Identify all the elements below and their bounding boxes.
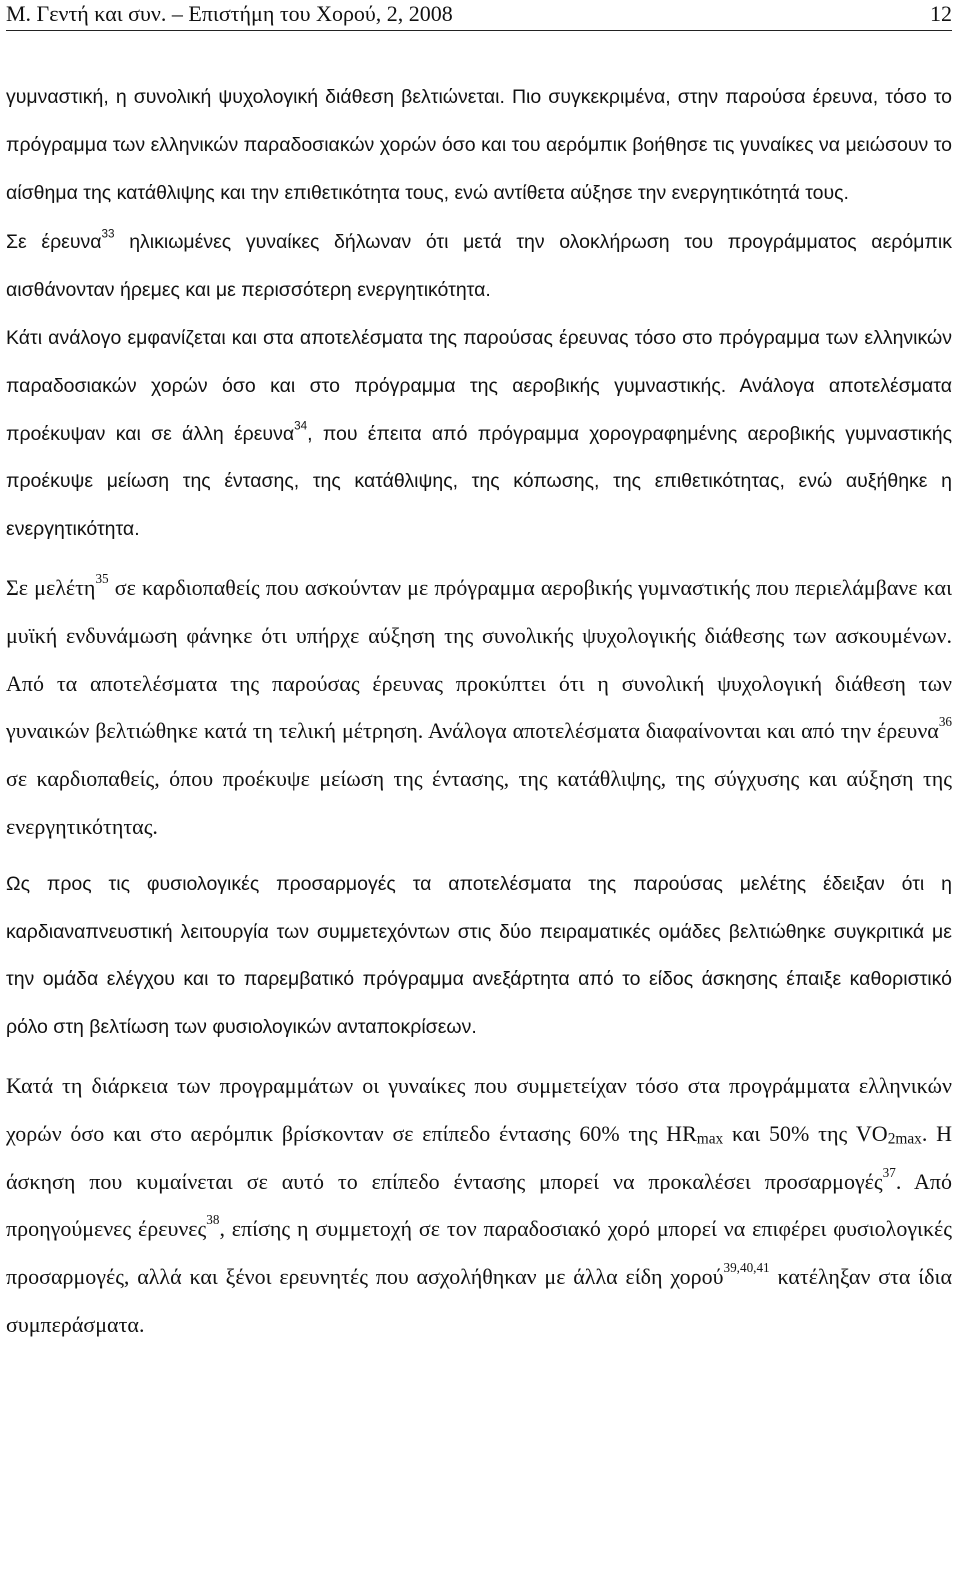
paragraph-4-text-c: σε καρδιοπαθείς, όπου προέκυψε μείωση της έντασης, της κατάθλιψης, της σύγχυσης και αύξηση της ενεργητικότητας. [6, 766, 952, 839]
running-header [6, 0, 952, 31]
reference-34: 34 [294, 419, 308, 433]
reference-37: 37 [882, 1164, 896, 1180]
paragraph-1-text: γυμναστική, η συνολική ψυχολογική διάθεση βελτιώνεται. Πιο συγκεκριμένα, στην παρούσα έρευνα, τόσο το πρόγραμμα των ελληνικών παραδοσιακών χορών όσο και του αερόμπικ βοήθησε τις γυναίκες να μειώσουν το αίσθημα της κατάθλιψης και την επιθετικότητα τους, ενώ αντίθετα αύξησε την ενεργητικότητά τους. [6, 86, 952, 204]
subscript-2max: 2max [887, 1130, 922, 1148]
paragraph-6-text-d: . Από προηγούμενες έρευνες [6, 1168, 952, 1242]
paragraph-6-text-f: κατέληξαν στα ίδια συμπεράσματα. [6, 1264, 952, 1337]
reference-33: 33 [101, 227, 115, 241]
paragraph-6-text-c: . Η άσκηση που κυμαίνεται σε αυτό το επίπεδο έντασης μπορεί να προκαλέσει προσαρμογές [6, 1120, 953, 1194]
paragraph-3-text-b: , που έπειτα από πρόγραμμα χορογραφημένης αεροβικής γυμναστικής προέκυψε μείωση της έντασης, της κατάθλιψης, της κόπωσης, της επιθετικότητας, ενώ αυξήθηκε η ενεργητικότητα. [6, 422, 952, 541]
paragraph-5-text: Ως προς τις φυσιολογικές προσαρμογές τα αποτελέσματα της παρούσας μελέτης έδειξαν ότι η καρδιαναπνευστική λειτουργία των συμμετεχόντων στις δύο πειραματικές ομάδες βελτιώθηκε συγκριτικά με την ομάδα ελέγχου και το παρεμβατικό πρόγραμμα ανεξάρτητα από το είδος άσκησης έπαιξε καθοριστικό ρόλο στη βελτίωση των φυσιολογικών ανταποκρίσεων. [6, 872, 952, 1039]
paragraph-5 [6, 861, 952, 1052]
page-number: 12 [930, 1, 952, 26]
paragraph-4 [6, 564, 952, 851]
reference-38: 38 [206, 1212, 220, 1228]
paragraph-3-text-a: Κάτι ανάλογο εμφανίζεται και στα αποτελέσματα της παρούσας έρευνας τόσο στο πρόγραμμα των ελληνικών παραδοσιακών χορών όσο και στο πρόγραμμα της αεροβικής γυμναστικής. Ανάλογα αποτελέσματα προέκυψαν και σε άλλη έρευνα [6, 326, 952, 445]
reference-35: 35 [95, 571, 109, 587]
paragraph-1 [6, 74, 952, 217]
paragraph-6-text-e: , επίσης η συμμετοχή σε τον παραδοσιακό χορό μπορεί να επιφέρει φυσιολογικές προσαρμογές, αλλά και ξένοι ερευνητές που ασχολήθηκαν με άλλα είδη χορού [6, 1216, 953, 1290]
paragraph-6-text-b: και 50% της VO [723, 1120, 888, 1146]
paragraph-2 [6, 219, 952, 315]
reference-36: 36 [938, 714, 952, 730]
reference-39-41: 39,40,41 [723, 1260, 770, 1276]
page-body [6, 74, 952, 1349]
header-citation: Μ. Γεντή και συν. – Επιστήμη του Χορού, 2, 2008 [6, 1, 453, 26]
paragraph-6-text-a: Κατά τη διάρκεια των προγραμμάτων οι γυναίκες που συμμετείχαν τόσο στα προγράμματα ελληνικών χορών όσο και στο αερόμπικ βρίσκονταν σε επίπεδο έντασης 60% της HR [6, 1072, 952, 1146]
paragraph-2-text-a: Σε έρευνα [6, 231, 102, 254]
paragraph-4-text-b: σε καρδιοπαθείς που ασκούνταν με πρόγραμμα αεροβικής γυμναστικής που περιελάμβανε και μυϊκή ενδυνάμωση φάνηκε ότι υπήρχε αύξηση της συνολικής ψυχολογικής διάθεσης των ασκουμένων. Από τα αποτελέσματα της παρούσας έρευνας προκύπτει ότι η συνολική ψυχολογική διάθεση των γυναικών βελτιώθηκε κατά τη τελική μέτρηση. Ανάλογα αποτελέσματα διαφαίνονται και από την έρευνα [6, 574, 953, 744]
paragraph-4-text-a: Σε μελέτη [6, 574, 96, 600]
paragraph-6 [6, 1062, 952, 1349]
paragraph-2-text-b: ηλικιωμένες γυναίκες δήλωναν ότι μετά την ολοκλήρωση του προγράμματος αερόμπικ αισθάνονταν ήρεμες και με περισσότερη ενεργητικότητα. [6, 231, 952, 302]
subscript-max: max [696, 1130, 724, 1148]
paragraph-3 [6, 315, 952, 554]
